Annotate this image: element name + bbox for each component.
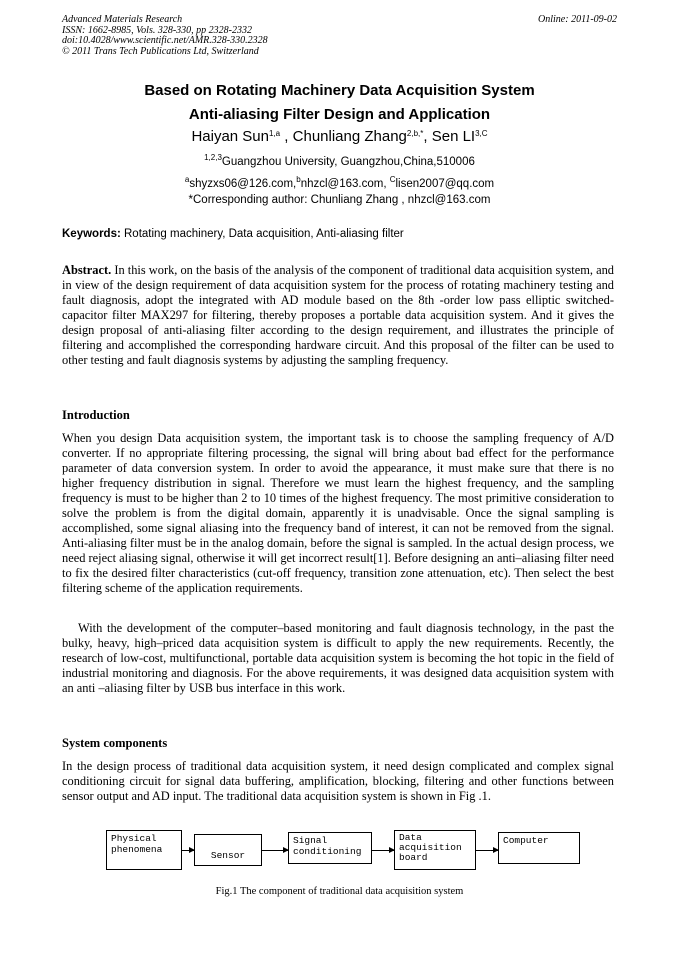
email: nhzcl@163.com, [300,178,390,190]
email-superscript: C [389,175,396,184]
paper-title-line-2: Anti-aliasing Filter Design and Application [188,106,491,123]
author-separator: , [423,128,432,145]
introduction-paragraph-2: With the development of the computer–based monitoring and fault diagnosis technology, in the past the bulky, heavy, high–priced data acquisition system is difficult to apply the new requirements. Recently, the research of low-cost, multifunctional, portable data acquisition system is becoming the hot topic in the field of industrial monitoring and diagnosis. For the above requirements, it was designed data acquisition system with an anti –aliasing filter by USB bus interface in this work. [62,621,614,695]
figure-1-caption: Fig.1 The component of traditional data acquisition system [215,886,464,897]
author-name: Haiyan Sun [191,128,269,145]
journal-name: Advanced Materials Research [62,14,183,25]
keywords-label: Keywords: [62,228,121,240]
abstract [62,263,614,368]
email: lisen2007@qq.com [395,178,495,190]
author-superscript: 3,C [475,129,488,138]
doi-line: doi:10.4028/www.scientific.net/AMR.328-330.2328 [62,35,268,46]
author-list [62,128,617,145]
box-data-acquisition-board: Data acquisition board [394,830,476,870]
author-separator: , [280,128,293,145]
box-physical-phenomena: Physical phenomena [106,830,182,870]
affiliation [62,153,617,168]
email-superscript: b [296,175,301,184]
corresponding-author: *Corresponding author: Chunliang Zhang , nhzcl@163.com [188,194,491,206]
box-computer: Computer [498,832,580,864]
author-superscript: 2,b,* [406,129,424,138]
arrow [476,850,498,851]
author-superscript: 1,a [269,129,281,138]
introduction-paragraph-1: When you design Data acquisition system, the important task is to choose the sampling frequency of A/D converter. If no appropriate filtering processing, the signal will bring about bad effect for the performance parameter of data conversion system. In order to avoid the appearance, it must make sure that there is no higher frequency distribution in signal. Therefore we must learn the highest frequency, and the sampling frequency is must to be higher than 2 to 10 times of the highest frequency. The most primitive consideration to solve the problem is from the digital domain, apparently it is unadvisable. Once the signal sampling is accomplished, some signal aliasing into the frequency band of interest, it can not be removed from the signal. Anti-aliasing filter must be in the analog domain, before the signal is sampled. In the actual design process, we need reject aliasing signal, otherwise it will get incorrect result[1]. Before designing an anti–aliasing filter need to fix the desired filter characteristics (cut-off frequency, transition zone attenuation, etc). Then select the best filtering scheme of the application requirements. [62,431,614,595]
author-name: Chunliang Zhang [292,128,407,145]
email-superscript: a [184,175,190,184]
email: shyzxs06@126.com, [189,178,297,190]
box-sensor: Sensor [194,834,262,866]
system-components-paragraph: In the design process of traditional data acquisition system, it need design complicated and complex signal conditioning circuit for signal data buffering, amplification, blocking, filtering and other functions between sensor output and AD input. The traditional data acquisition system is shown in Fig .1. [62,759,614,803]
author-name: Sen LI [431,128,476,145]
section-heading-introduction: Introduction [62,408,130,422]
email-list [62,175,617,190]
journal-header [62,15,617,57]
arrow [182,850,194,851]
keywords-text: Rotating machinery, Data acquisition, Anti-aliasing filter [120,228,404,240]
arrow [262,850,288,851]
affiliation-superscript: 1,2,3 [204,153,222,162]
figure-1-block-diagram [100,826,580,878]
keywords [62,228,617,240]
paper-title-line-1: Based on Rotating Machinery Data Acquisition System [144,82,535,99]
arrow [372,850,394,851]
online-date: Online: 2011-09-02 [538,14,617,25]
abstract-label: Abstract. [62,263,112,277]
abstract-text: In this work, on the basis of the analysis of the component of traditional data acquisition system, and in view of the design requirement of data acquisition system for the process of rotating machinery testing and fault diagnosis, adopt the integrated with AD module based on the 8th -order low pass elliptic switched-capacitor filter MAX297 for filtering, thereby proposes a portable data acquisition system. And it gives the design proposal of anti-aliasing filter according to the design requirement, and illustrates the principle of filtering and accomplished the corresponding hardware circuit. And this proposal of the filter can be used to other testing and fault diagnosis systems by adjusting the sampling frequency. [62,263,614,367]
copyright-line: © 2011 Trans Tech Publications Ltd, Switzerland [62,45,259,57]
box-signal-conditioning: Signal conditioning [288,832,372,864]
section-heading-system-components: System components [62,736,168,750]
issn-line: ISSN: 1662-8985, Vols. 328-330, pp 2328-2332 [62,24,252,36]
affiliation-text: Guangzhou University, Guangzhou,China,510006 [221,156,475,168]
